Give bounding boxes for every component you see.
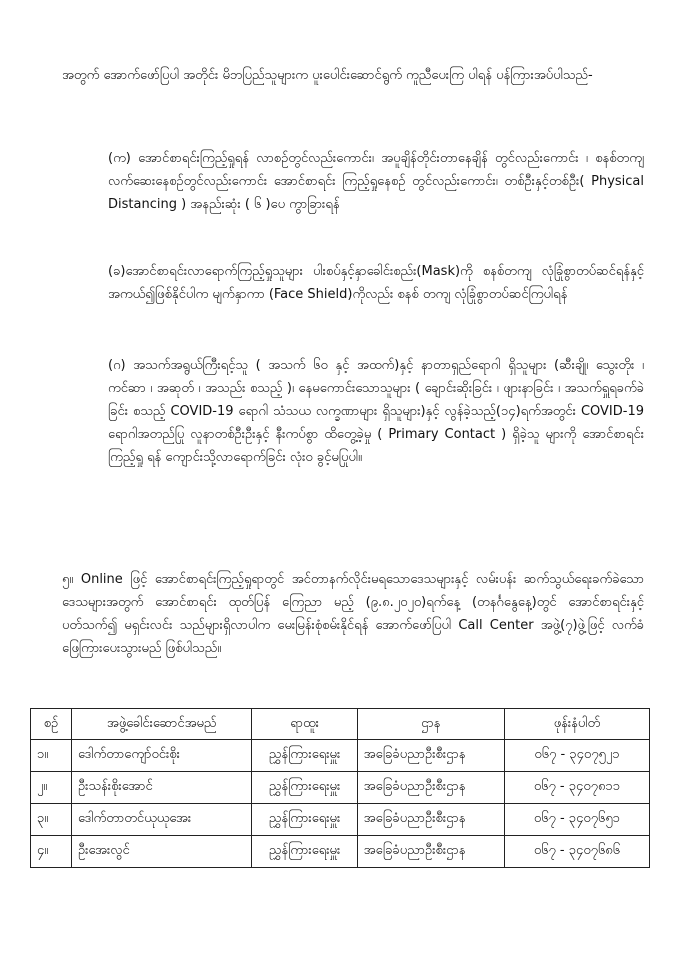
cell-department: အခြေခံပညာဦးစီးဌာန <box>357 772 504 804</box>
cell-no: ၃။ <box>31 804 72 836</box>
cell-department: အခြေခံပညာဦးစီးဌာန <box>357 740 504 772</box>
call-center-table <box>30 708 650 868</box>
table-header-row <box>31 709 650 740</box>
header-leader-name: အဖွဲ့ခေါင်းဆောင်အမည် <box>71 709 251 740</box>
table-row <box>31 804 650 836</box>
cell-phone: ၀၆၇ - ၃၄၀၇၆၅၁ <box>504 804 649 836</box>
cell-no: ၄။ <box>31 836 72 868</box>
header-position: ရာထူး <box>252 709 357 740</box>
table-row <box>31 772 650 804</box>
cell-leader-name: ဒေါက်တာတင်ယုယုအေး <box>71 804 251 836</box>
cell-leader-name: ဦးသန်းစိုးအောင် <box>71 772 251 804</box>
instruction-item-kha: (ခ)အောင်စာရင်းလာရောက်ကြည့်ရှုသူများ ပါးစပ်နှင့်နှာခေါင်းစည်း(Mask)ကို စနစ်တကျ လုံခြုံစွာတပ်ဆင်ရန်နှင့် အကယ်၍ဖြစ်နိုင်ပါက မျက်နှာကာ (Face Shield)ကိုလည်း စနစ် တကျ လုံခြုံစွာတပ်ဆင်ကြပါရန် <box>108 264 644 302</box>
cell-position: ညွှန်ကြားရေးမှူး <box>252 772 357 804</box>
header-no: စဉ် <box>31 709 72 740</box>
cell-position: ညွှန်ကြားရေးမှူး <box>252 836 357 868</box>
cell-leader-name: ဒေါက်တာကျော်ဝင်းစိုး <box>71 740 251 772</box>
cell-no: ၁။ <box>31 740 72 772</box>
call-center-paragraph: ၅။ Online ဖြင့် အောင်စာရင်းကြည့်ရှုရာတွင် အင်တာနက်လိုင်းမရသောဒေသများနှင့် လမ်းပန်း ဆက်သွယ်ရေးခက်ခဲသောဒေသများအတွက် အောင်စာရင်း ထုတ်ပြန် ကြေညာ မည့် (၉.၈.၂၀၂၀)ရက်နေ့ (တနင်္ဂနွေနေ့)တွင် အောင်စာရင်းနှင့်ပတ်သက်၍ မရှင်းလင်း သည်များရှိလာပါက မေးမြန်းစုံစမ်းနိုင်ရန် အောက်ဖော်ပြပါ Call Center အဖွဲ့(၇)ဖွဲ့ဖြင့် လက်ခံဖြေကြားပေးသွားမည် ဖြစ်ပါသည်။ <box>62 572 644 656</box>
cell-position: ညွှန်ကြားရေးမှူး <box>252 740 357 772</box>
cell-department: အခြေခံပညာဦးစီးဌာန <box>357 804 504 836</box>
cell-leader-name: ဦးအေးလွင် <box>71 836 251 868</box>
instruction-item-ga: (ဂ) အသက်အရွယ်ကြီးရင့်သူ ( အသက် ၆၀ နှင့် အထက်)နှင့် နာတာရှည်ရောဂါ ရှိသူများ (ဆီးချို၊ သွေးတိုး ၊ ကင်ဆာ ၊ အဆုတ် ၊ အသည်း စသည့် )၊ နေမကောင်းသောသူများ ( ချောင်းဆိုးခြင်း ၊ ဖျားနာခြင်း ၊ အသက်ရှူရခက်ခဲခြင်း စသည့် COVID-19 ရောဂါ သံသယ လက္ခဏာများ ရှိသူများ)နှင့် လွန်ခဲ့သည့်(၁၄)ရက်အတွင်း COVID-19 ရောဂါအတည်ပြု လူနာတစ်ဦးဦးနှင့် နီးကပ်စွာ ထိတွေ့ခဲ့မှု ( Primary Contact ) ရှိခဲ့သူ များကို အောင်စာရင်း ကြည့်ရှု ရန် ကျောင်းသို့လာရောက်ခြင်း လုံးဝ ခွင့်မပြုပါ။ <box>108 358 644 465</box>
cell-department: အခြေခံပညာဦးစီးဌာန <box>357 836 504 868</box>
cell-phone: ၀၆၇ - ၃၄၀၇၈၁၁ <box>504 772 649 804</box>
table-row <box>31 740 650 772</box>
cell-phone: ၀၆၇ - ၃၄၀၇၅၂၁ <box>504 740 649 772</box>
header-department: ဌာန <box>357 709 504 740</box>
instruction-item-ka: (က) အောင်စာရင်းကြည့်ရှုရန် လာစဉ်တွင်လည်းကောင်း၊ အပူချိန်တိုင်းတာနေချိန် တွင်လည်းကောင်း ၊ စနစ်တကျ လက်ဆေးနေစဉ်တွင်လည်းကောင်း အောင်စာရင်း ကြည့်ရှုနေစဉ် တွင်လည်းကောင်း၊ တစ်ဦးနှင့်တစ်ဦး( Physical Distancing ) အနည်းဆုံး ( ၆ )ပေ ကွာခြားရန် <box>108 151 644 212</box>
intro-paragraph: အတွက် အောက်ဖော်ပြပါ အတိုင်း မိဘပြည်သူများက ပူးပေါင်းဆောင်ရွက် ကူညီပေးကြ ပါရန် ပန်ကြားအပ်ပါသည်- <box>62 68 593 83</box>
table-row <box>31 836 650 868</box>
header-phone: ဖုန်းနံပါတ် <box>504 709 649 740</box>
cell-phone: ၀၆၇ - ၃၄၀၇၆၈၆ <box>504 836 649 868</box>
cell-position: ညွှန်ကြားရေးမှူး <box>252 804 357 836</box>
cell-no: ၂။ <box>31 772 72 804</box>
